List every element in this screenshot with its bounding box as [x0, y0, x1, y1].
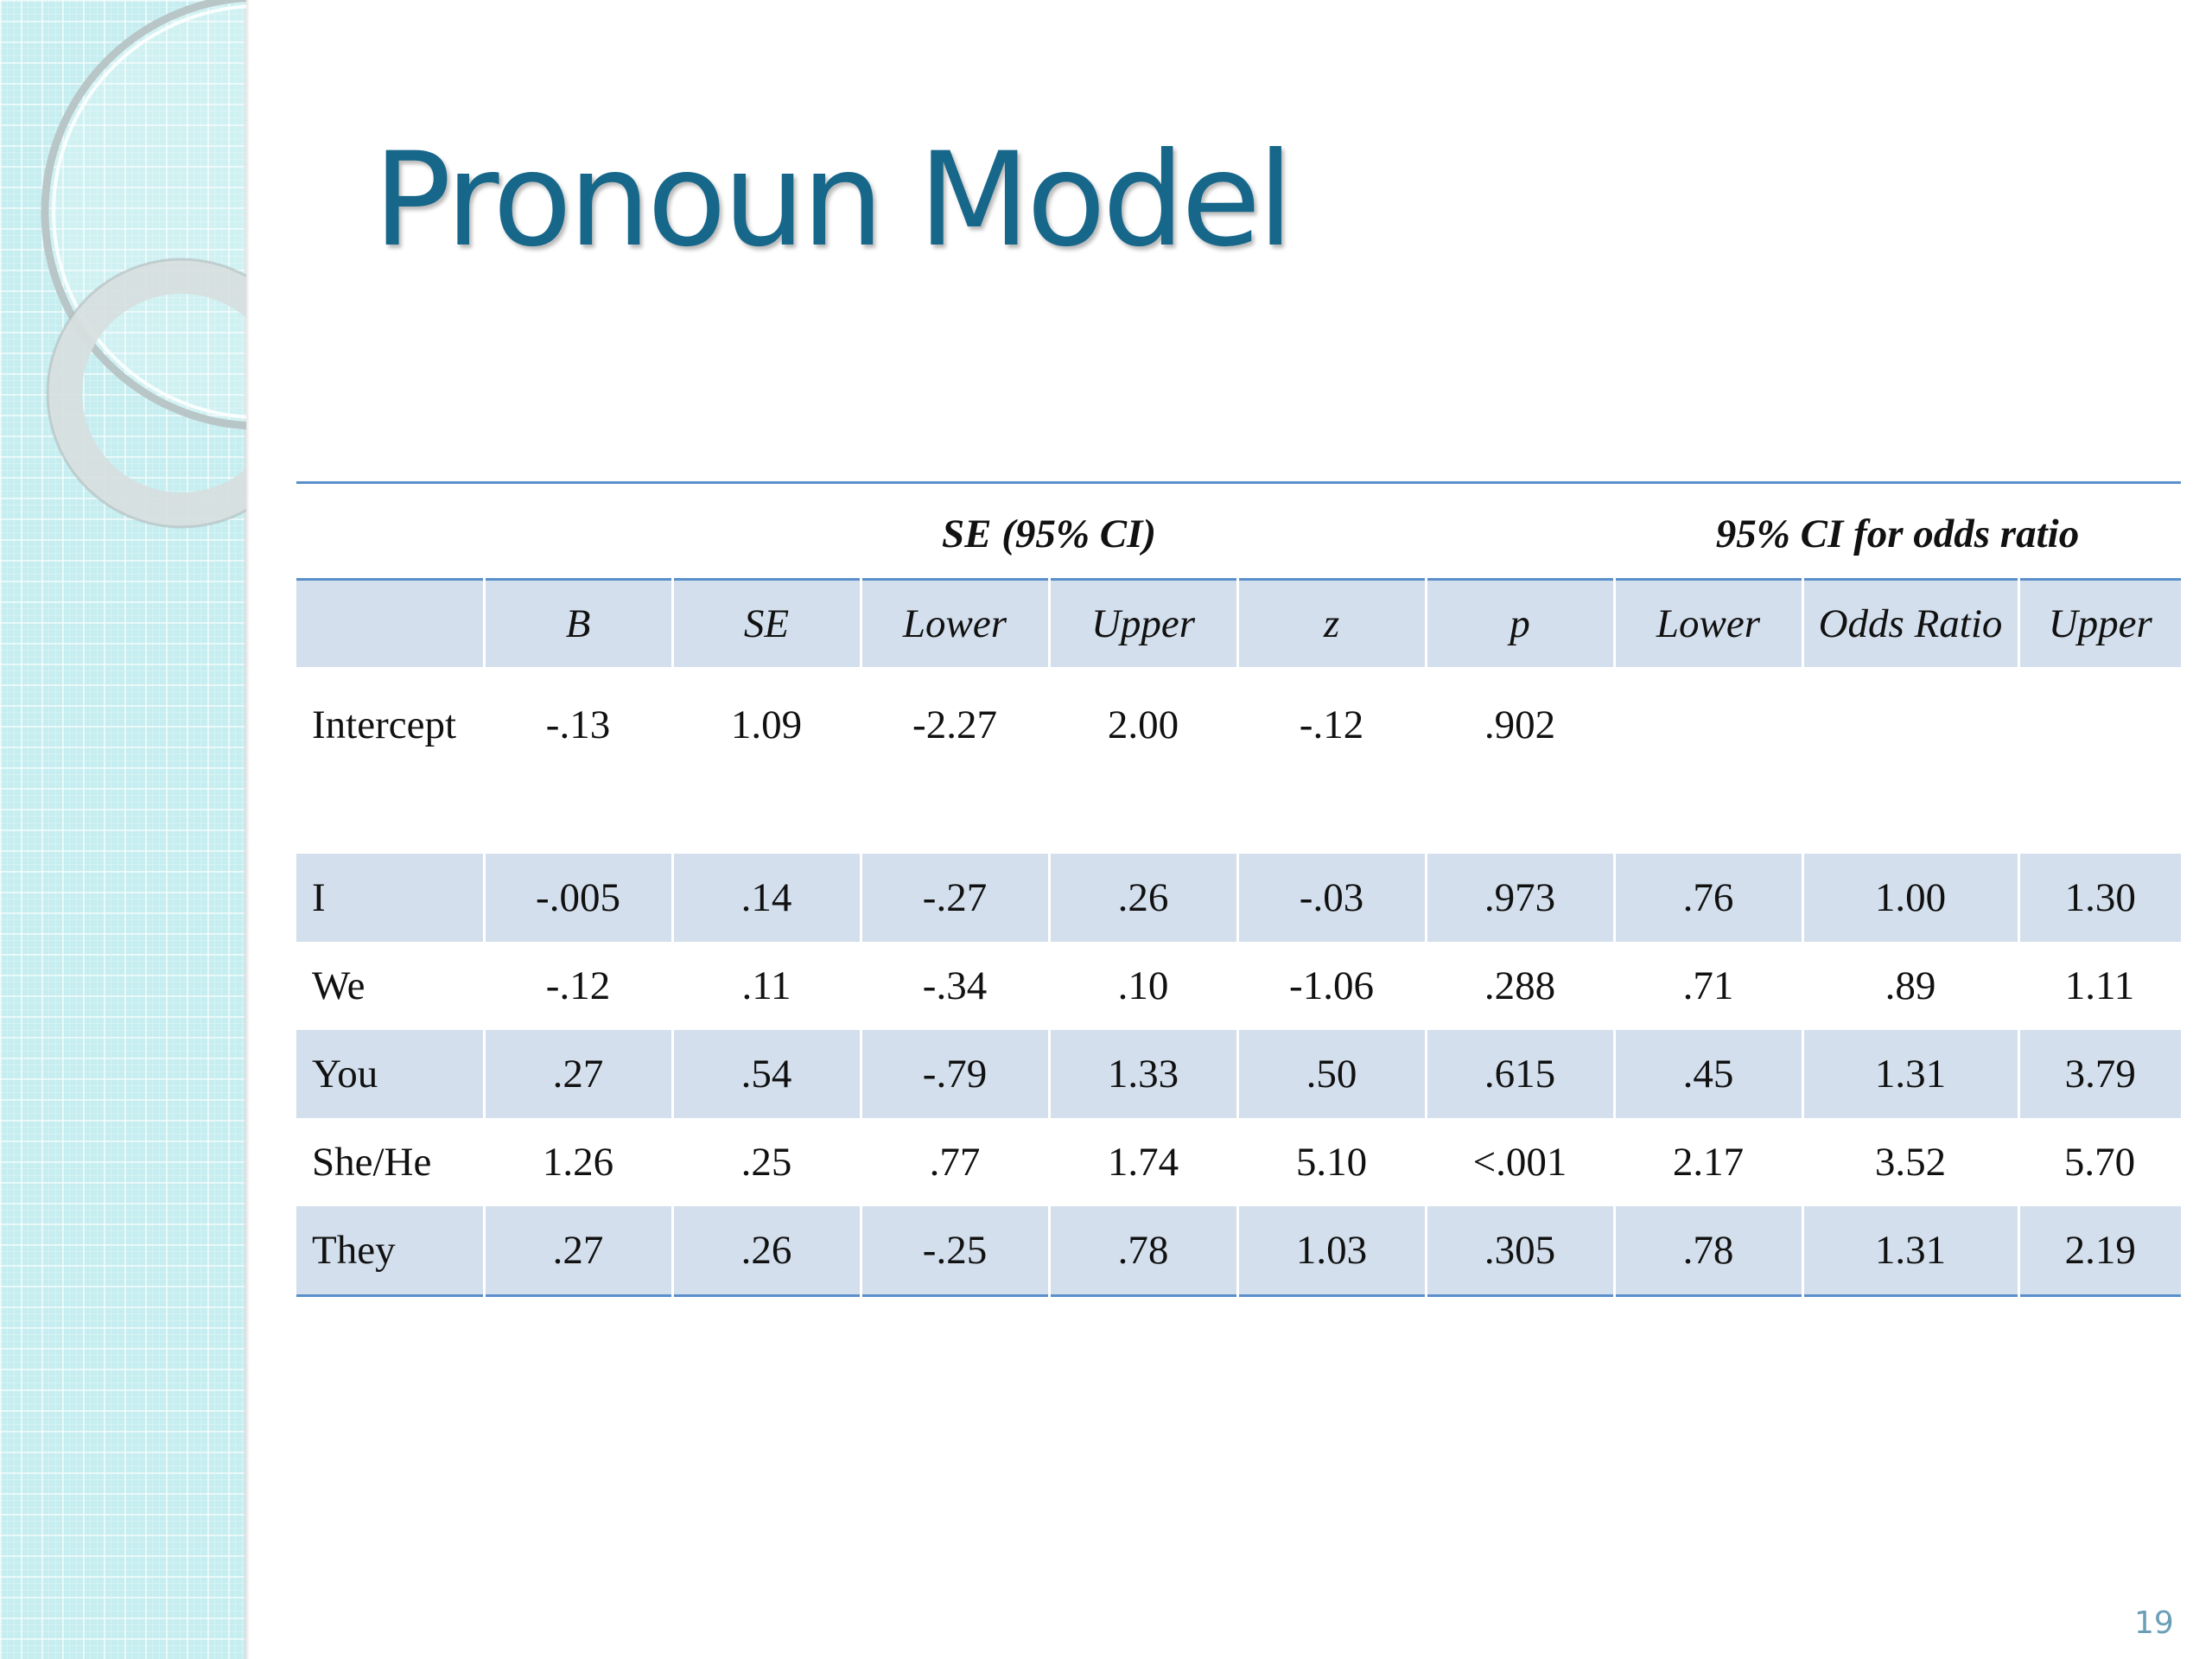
row-label: I	[296, 854, 484, 942]
cell-se: .54	[672, 1030, 861, 1118]
cell-p: .902	[1484, 702, 1556, 747]
table-row	[296, 1206, 2181, 1296]
cell-or-lower: .71	[1682, 963, 1734, 1008]
table-row	[296, 854, 2181, 942]
cell-se: .26	[672, 1206, 861, 1296]
column-header: SE	[672, 580, 861, 668]
cell-or-lower: .76	[1614, 854, 1802, 942]
cell-upper: 2.00	[1107, 702, 1179, 747]
cell-or-upper	[2018, 667, 2181, 854]
table-row	[296, 1030, 2181, 1118]
cell-b: .27	[484, 1206, 672, 1296]
cell-upper: .10	[1117, 963, 1169, 1008]
column-header: z	[1237, 580, 1426, 668]
row-label: She/He	[312, 1140, 432, 1185]
column-header: Upper	[1049, 580, 1237, 668]
cell-upper: 1.33	[1049, 1030, 1237, 1118]
cell-or-upper: 3.79	[2018, 1030, 2181, 1118]
cell-z: -.03	[1237, 854, 1426, 942]
cell-p: .305	[1426, 1206, 1614, 1296]
cell-p: .615	[1426, 1030, 1614, 1118]
row-label: You	[296, 1030, 484, 1118]
group-header-or-ci: 95% CI for odds ratio	[1715, 511, 2080, 556]
cell-p: <.001	[1472, 1140, 1567, 1185]
column-header: p	[1426, 580, 1614, 668]
cell-b: -.005	[484, 854, 672, 942]
cell-or-upper: 1.11	[2064, 963, 2135, 1008]
row-label: We	[312, 963, 365, 1008]
row-label: Intercept	[312, 702, 457, 747]
cell-lower: .77	[929, 1140, 981, 1185]
column-header: Odds Ratio	[1802, 580, 2018, 668]
cell-lower: -.25	[861, 1206, 1049, 1296]
group-header-row	[296, 483, 2181, 580]
cell-se: .11	[741, 963, 791, 1008]
column-header: Lower	[1614, 580, 1802, 668]
cell-lower: -.34	[922, 963, 988, 1008]
cell-or-lower: .78	[1614, 1206, 1802, 1296]
cell-p: .973	[1426, 854, 1614, 942]
cell-se: 1.09	[730, 702, 803, 747]
results-table	[296, 481, 2181, 1297]
page-number: 19	[2134, 1605, 2174, 1641]
cell-lower: -.27	[861, 854, 1049, 942]
cell-z: 1.03	[1237, 1206, 1426, 1296]
cell-b: 1.26	[542, 1140, 614, 1185]
cell-upper: .78	[1049, 1206, 1237, 1296]
slide-title: Pronoun Model	[373, 125, 1290, 276]
cell-se: .14	[672, 854, 861, 942]
cell-b: -.13	[545, 702, 611, 747]
cell-lower: -2.27	[912, 702, 997, 747]
cell-upper: .26	[1049, 854, 1237, 942]
cell-or-upper: 2.19	[2018, 1206, 2181, 1296]
cell-or-lower: 2.17	[1672, 1140, 1745, 1185]
decorative-rings	[0, 0, 259, 553]
cell-or-upper: 1.30	[2018, 854, 2181, 942]
results-table-container	[296, 481, 2181, 1297]
cell-or-upper: 5.70	[2063, 1140, 2136, 1185]
cell-p: .288	[1484, 963, 1556, 1008]
cell-z: 5.10	[1295, 1140, 1368, 1185]
cell-or-lower	[1614, 667, 1802, 854]
group-header-se-ci: SE (95% CI)	[941, 511, 1157, 556]
cell-se: .25	[741, 1140, 792, 1185]
cell-or-lower: .45	[1614, 1030, 1802, 1118]
row-label: They	[296, 1206, 484, 1296]
table-row	[296, 667, 2181, 854]
cell-z: -1.06	[1289, 963, 1374, 1008]
column-header: Lower	[861, 580, 1049, 668]
cell-odds-ratio	[1802, 667, 2018, 854]
table-row-highlighted	[296, 1118, 2181, 1206]
cell-z: .50	[1237, 1030, 1426, 1118]
table-row	[296, 942, 2181, 1030]
column-header: Upper	[2018, 580, 2181, 668]
cell-odds-ratio: 1.31	[1802, 1206, 2018, 1296]
cell-lower: -.79	[861, 1030, 1049, 1118]
column-header: B	[484, 580, 672, 668]
cell-odds-ratio: .89	[1885, 963, 1936, 1008]
cell-odds-ratio: 1.00	[1802, 854, 2018, 942]
cell-odds-ratio: 1.31	[1802, 1030, 2018, 1118]
cell-b: .27	[484, 1030, 672, 1118]
cell-upper: 1.74	[1107, 1140, 1179, 1185]
column-header	[296, 580, 484, 668]
cell-b: -.12	[545, 963, 611, 1008]
cell-z: -.12	[1299, 702, 1364, 747]
column-header-row	[296, 580, 2181, 668]
cell-odds-ratio: 3.52	[1874, 1140, 1947, 1185]
